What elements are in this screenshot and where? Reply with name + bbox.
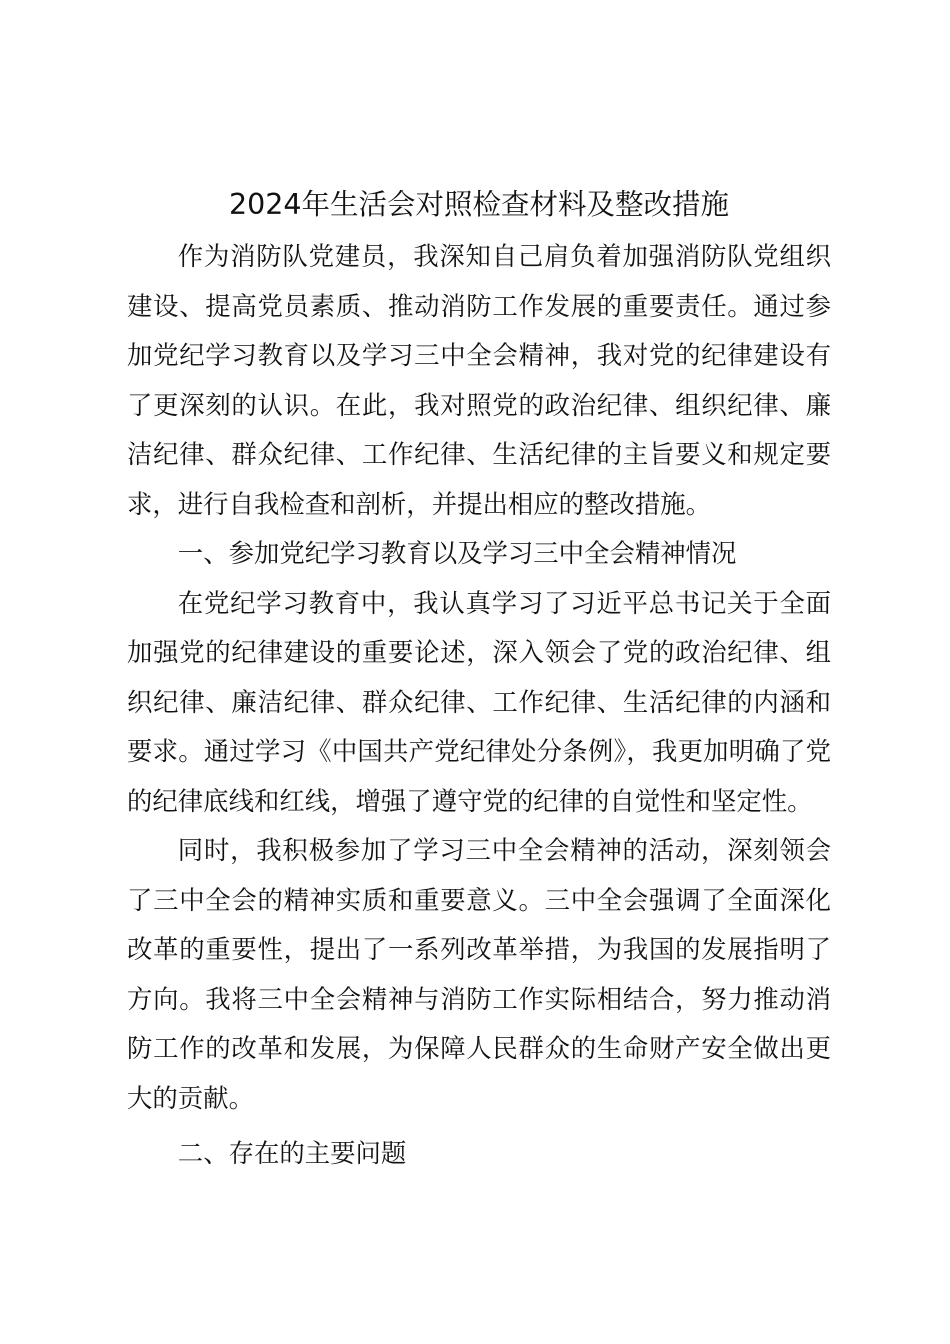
document-page (127, 178, 831, 1179)
body-paragraph-2: 同时，我积极参加了学习三中全会精神的活动，深刻领会了三中全会的精神实质和重要意义。三中全会强调了全面深化改革的重要性，提出了一系列改革举措，为我国的发展指明了方向。我将三中全会精神与消防工作实际相结合，努力推动消防工作的改革和发展，为保障人民群众的生命财产安全做出更大的贡献。 (127, 835, 831, 1113)
section-heading-2: 二、存在的主要问题 (177, 1138, 407, 1168)
body-paragraph-1: 在党纪学习教育中，我认真学习了习近平总书记关于全面加强党的纪律建设的重要论述，深入领会了党的政治纪律、组织纪律、廉洁纪律、群众纪律、工作纪律、生活纪律的内涵和要求。通过学习《中国共产党纪律处分条例》，我更加明确了党的纪律底线和红线，增强了遵守党的纪律的自觉性和坚定性。 (127, 587, 831, 816)
document-title: 2024年生活会对照检查材料及整改措施 (228, 188, 730, 221)
intro-paragraph: 作为消防队党建员，我深知自己肩负着加强消防队党组织建设、提高党员素质、推动消防工作发展的重要责任。通过参加党纪学习教育以及学习三中全会精神，我对党的纪律建设有了更深刻的认识。在此，我对照党的政治纪律、组织纪律、廉洁纪律、群众纪律、工作纪律、生活纪律的主旨要义和规定要求，进行自我检查和剖析，并提出相应的整改措施。 (127, 241, 831, 519)
section-heading-1: 一、参加党纪学习教育以及学习三中全会精神情况 (177, 538, 737, 568)
